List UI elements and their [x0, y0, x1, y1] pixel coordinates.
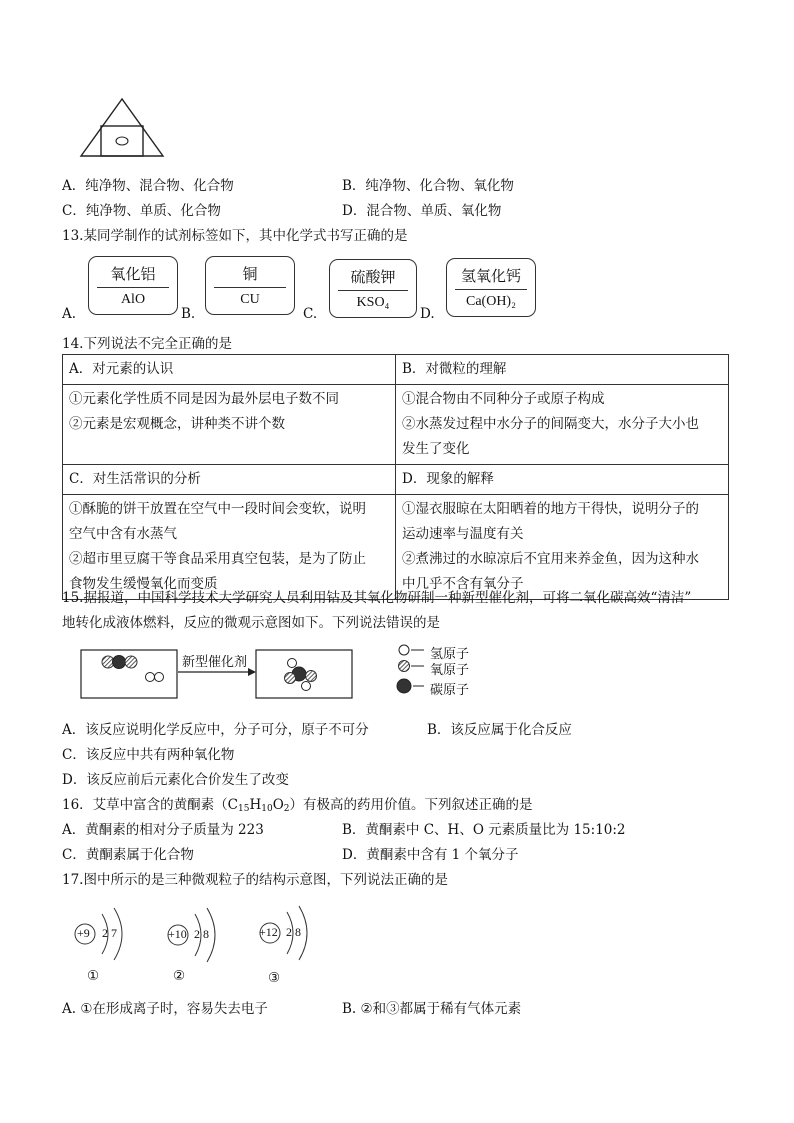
- q15-option-a: A．该反应说明化学反应中，分子可分，原子不可分: [62, 722, 369, 738]
- q12-option-b: B．纯净物、化合物、氧化物: [342, 178, 514, 194]
- q12-option-d: D．混合物、单质、氧化物: [342, 203, 502, 219]
- q14-cell-d-head: D．现象的解释: [396, 465, 729, 495]
- q13-letter-d: D.: [420, 306, 435, 322]
- reaction-micro-diagram: [80, 644, 370, 700]
- particle-label-3: ③: [268, 970, 281, 986]
- nucleus-charge-1: +9: [77, 926, 90, 940]
- reagent-label-name: 氧化铝: [110, 265, 156, 283]
- q14-cell-b-head: B．对微粒的理解: [396, 355, 729, 385]
- q16-stem: 16．艾草中富含的黄酮素$(C_{15}H_{10}O_2)$有极高的药用价值。下列叙述正确的是: [62, 797, 533, 814]
- q17-stem: 17.图中所示的是三种微观粒子的结构示意图，下列说法正确的是: [62, 872, 448, 888]
- q13-letter-b: B.: [181, 306, 196, 322]
- electron-shells-2: 2 8: [194, 927, 209, 941]
- reagent-label-d: [446, 258, 536, 317]
- q14-stem: 14.下列说法不完全正确的是: [62, 336, 232, 352]
- reagent-label-name: 铜: [242, 265, 258, 283]
- catalyst-label: 新型催化剂: [182, 655, 248, 670]
- q15-stem-line1: 15.据报道，中国科学技术大学研究人员利用钴及其氧化物研制一种新型催化剂，可将二氧化碳高效“清洁”: [62, 590, 692, 606]
- q13-letter-c: C.: [303, 306, 318, 322]
- q15-option-b: B．该反应属于化合反应: [427, 722, 572, 738]
- electron-shells-3: 2 8: [286, 925, 301, 939]
- q17-option-b: B. ②和③都属于稀有气体元素: [342, 1001, 522, 1017]
- electron-shells-1: 2 7: [102, 926, 117, 940]
- q16-option-b: B．黄酮素中 C、H、O 元素质量比为 15:10:2: [342, 822, 626, 838]
- q14-cell-a-body: ①元素化学性质不同是因为最外层电子数不同 ②元素是宏观概念，讲种类不讲个数: [63, 385, 396, 465]
- q12-option-a: A．纯净物、混合物、化合物: [62, 178, 234, 194]
- q15-option-c: C．该反应中共有两种氧化物: [62, 747, 235, 763]
- q16-option-c: C．黄酮素属于化合物: [62, 847, 194, 863]
- q14-cell-d-body: ①湿衣服晾在太阳晒着的地方干得快，说明分子的 运动速率与温度有关 ②煮沸过的水晾凉后不宜用来养金鱼，因为这种水 中几乎不含有氧分子: [396, 495, 729, 600]
- reagent-label-formula: Ca(OH)₂: [466, 294, 516, 309]
- q14-cell-c-body: ①酥脆的饼干放置在空气中一段时间会变软，说明 空气中含有水蒸气 ②超市里豆腐干等食品采用真空包装，是为了防止 食物发生缓慢氧化而变质: [63, 495, 396, 600]
- q14-table: [62, 354, 729, 600]
- q15-option-d: D．该反应前后元素化合价发生了改变: [62, 772, 289, 788]
- classification-triangle-diagram: [78, 96, 166, 160]
- reagent-label-name: 氢氧化钙: [460, 267, 521, 285]
- particle-label-1: ①: [87, 968, 100, 984]
- q16-option-a: A．黄酮素的相对分子质量为 223: [62, 822, 264, 838]
- reagent-label-b: [205, 256, 295, 315]
- legend-hydrogen: 氢原子: [430, 647, 470, 662]
- nucleus-charge-3: +12: [259, 925, 278, 939]
- legend-carbon: 碳原子: [430, 683, 470, 698]
- q16-option-d: D．黄酮素中含有 1 个氧分子: [342, 847, 519, 863]
- q17-option-a: A. ①在形成离子时，容易失去电子: [62, 1001, 268, 1017]
- reagent-label-name: 硫酸钾: [350, 268, 396, 286]
- q12-option-c: C．纯净物、单质、化合物: [62, 203, 221, 219]
- particle-label-2: ②: [173, 968, 186, 984]
- reagent-label-formula: AlO: [120, 292, 146, 307]
- nucleus-charge-2: +10: [168, 927, 187, 941]
- q15-stem-line2: 地转化成液体燃料，反应的微观示意图如下。下列说法错误的是: [62, 615, 440, 631]
- q14-cell-b-body: ①混合物由不同种分子或原子构成 ②水蒸发过程中水分子的间隔变大，水分子大小也 发生了变化: [396, 385, 729, 465]
- q13-stem: 13.某同学制作的试剂标签如下，其中化学式书写正确的是: [62, 228, 408, 244]
- reagent-label-formula: CU: [240, 292, 260, 307]
- q14-cell-c-head: C．对生活常识的分析: [63, 465, 396, 495]
- legend-oxygen: 氧原子: [430, 663, 470, 678]
- q13-letter-a: A.: [62, 306, 77, 322]
- reagent-label-c: [329, 259, 417, 318]
- reagent-label-formula: KSO₄: [356, 295, 390, 310]
- reagent-label-a: [88, 256, 178, 315]
- q14-cell-a-head: A．对元素的认识: [63, 355, 396, 385]
